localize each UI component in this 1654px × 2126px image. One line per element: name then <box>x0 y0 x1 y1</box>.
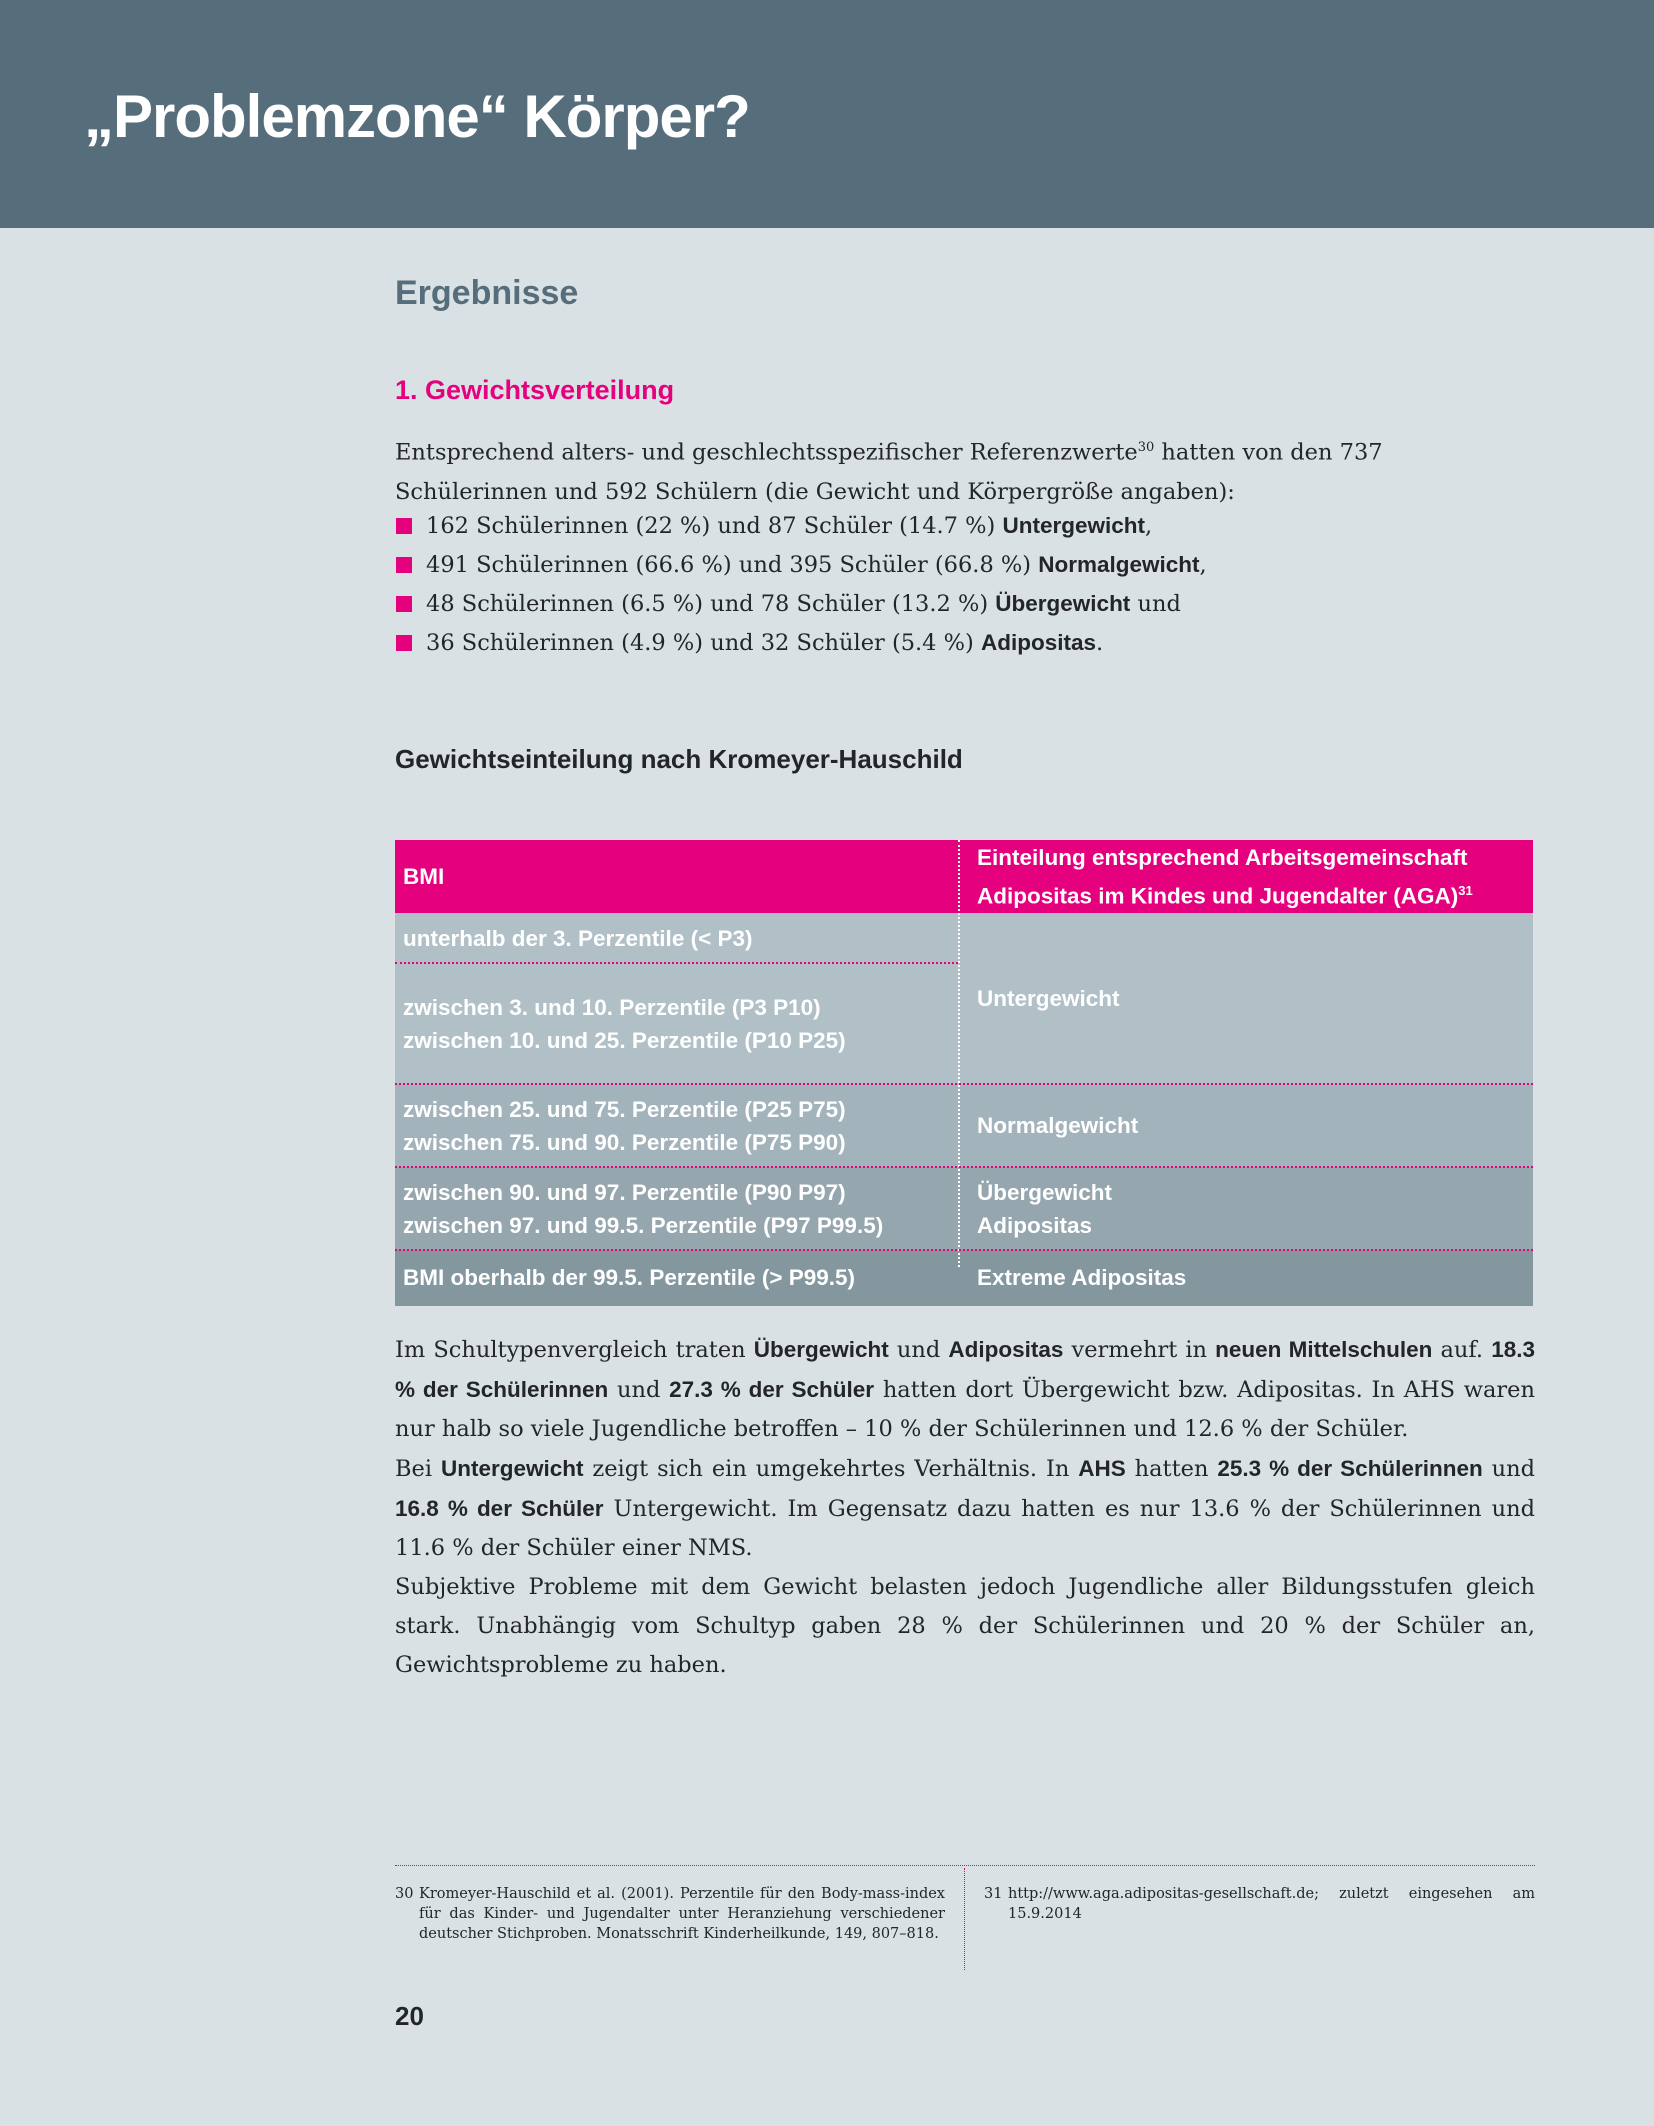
table-cell: BMI oberhalb der 99.5. Perzentile (> P99.5) <box>403 1265 856 1290</box>
page-title: „Problemzone“ Körper? <box>84 83 750 150</box>
results-text <box>395 1330 1535 1685</box>
table-cell: unterhalb der 3. Perzentile (< P3) <box>403 925 753 951</box>
table-row <box>395 1084 1533 1167</box>
bullet-square-icon <box>396 518 412 534</box>
table-row-divider <box>395 1083 1533 1085</box>
footnote-31: 31 http://www.aga.adipositas-gesellschaft.de; zuletzt eingesehen am 15.9.2014 <box>984 1886 1535 1922</box>
table-header-classification: Einteilung entsprechend Arbeitsgemeinschaft Adipositas im Kindes und Jugendalter (AGA)$^{31}$ <box>977 844 1473 909</box>
list-item: 48 Schülerinnen (6.5 %) und 78 Schüler (13.2 %) Übergewicht und <box>395 584 1535 623</box>
weight-distribution-list <box>395 506 1535 662</box>
table-cell: Normalgewicht <box>977 1112 1139 1138</box>
table-title: Gewichtseinteilung nach Kromeyer-Hauschild <box>395 744 963 774</box>
bullet-square-icon <box>396 557 412 573</box>
paragraph: Bei Untergewicht zeigt sich ein umgekehrtes Verhältnis. In AHS hatten 25.3 % der Schülerinnen und 16.8 % der Schüler Untergewicht. Im Gegensatz dazu hatten es nur 13.6 % der Schülerinnen und 11.6 % der Schüler einer NMS. <box>395 1456 1535 1561</box>
intro-paragraph: Entsprechend alters- und geschlechtsspezifischer Referenzwerte$^{30}$ hatten von den 737 Schülerinnen und 592 Schülern (die Gewicht und Körpergröße angaben): <box>395 439 1383 505</box>
table-row <box>395 1167 1533 1250</box>
footnote-divider <box>395 1865 1535 1866</box>
table-cell: zwischen 90. und 97. Perzentile (P90 P97) zwischen 97. und 99.5. Perzentile (P97 P99.5) <box>403 1179 884 1238</box>
footnote-column-divider <box>964 1868 965 1970</box>
table-cell: zwischen 3. und 10. Perzentile (P3 P10) zwischen 10. und 25. Perzentile (P10 P25) <box>403 995 846 1053</box>
table-cell: Extreme Adipositas <box>977 1265 1187 1290</box>
list-item: 162 Schülerinnen (22 %) und 87 Schüler (14.7 %) Untergewicht, <box>395 506 1535 545</box>
table-row-divider <box>395 1249 1533 1251</box>
paragraph: Im Schultypenvergleich traten Übergewicht und Adipositas vermehrt in neuen Mittelschulen auf. 18.3 % der Schülerinnen und 27.3 % der Schüler hatten dort Übergewicht bzw. Adipositas. In AHS waren nur halb so viele Jugendliche betroffen – 10 % der Schülerinnen und 12.6 % der Schüler. <box>395 1337 1535 1442</box>
list-item: 36 Schülerinnen (4.9 %) und 32 Schüler (5.4 %) Adipositas. <box>395 623 1535 662</box>
table-row <box>395 913 1533 1084</box>
bullet-square-icon <box>396 596 412 612</box>
table-header-row <box>395 840 1533 913</box>
footnote-ref-30: 30 <box>1137 440 1155 455</box>
table-column-divider <box>958 840 960 1267</box>
table-row-divider <box>395 962 958 964</box>
table-cell: Übergewicht Adipositas <box>977 1179 1113 1238</box>
table-cell: Untergewicht <box>977 985 1120 1011</box>
list-item: 491 Schülerinnen (66.6 %) und 395 Schüler (66.8 %) Normalgewicht, <box>395 545 1535 584</box>
subsection-title: 1. Gewichtsverteilung <box>395 375 675 405</box>
table-row-divider <box>395 1166 1533 1168</box>
table-row <box>395 1250 1533 1306</box>
bullet-square-icon <box>396 635 412 651</box>
paragraph: Subjektive Probleme mit dem Gewicht belasten jedoch Jugendliche aller Bildungsstufen gleich stark. Unabhängig vom Schultyp gaben 28 % der Schülerinnen und 20 % der Schüler an, Gewichtsprobleme zu haben. <box>395 1574 1535 1678</box>
footnote-30: 30 Kromeyer-Hauschild et al. (2001). Perzentile für den Body-mass-index für das Kinder- und Jugendalter unter Heranziehung verschiedener deutscher Stichproben. Monatsschrift Kinderheilkunde, 149, 807–818. <box>395 1886 945 1942</box>
section-title: Ergebnisse <box>395 274 579 312</box>
bmi-classification-table <box>395 840 1533 1290</box>
table-cell: zwischen 25. und 75. Perzentile (P25 P75) zwischen 75. und 90. Perzentile (P75 P90) <box>403 1096 846 1155</box>
page-header <box>0 0 1654 228</box>
page-number: 20 <box>395 2001 424 2031</box>
table-header-bmi: BMI <box>403 863 445 889</box>
